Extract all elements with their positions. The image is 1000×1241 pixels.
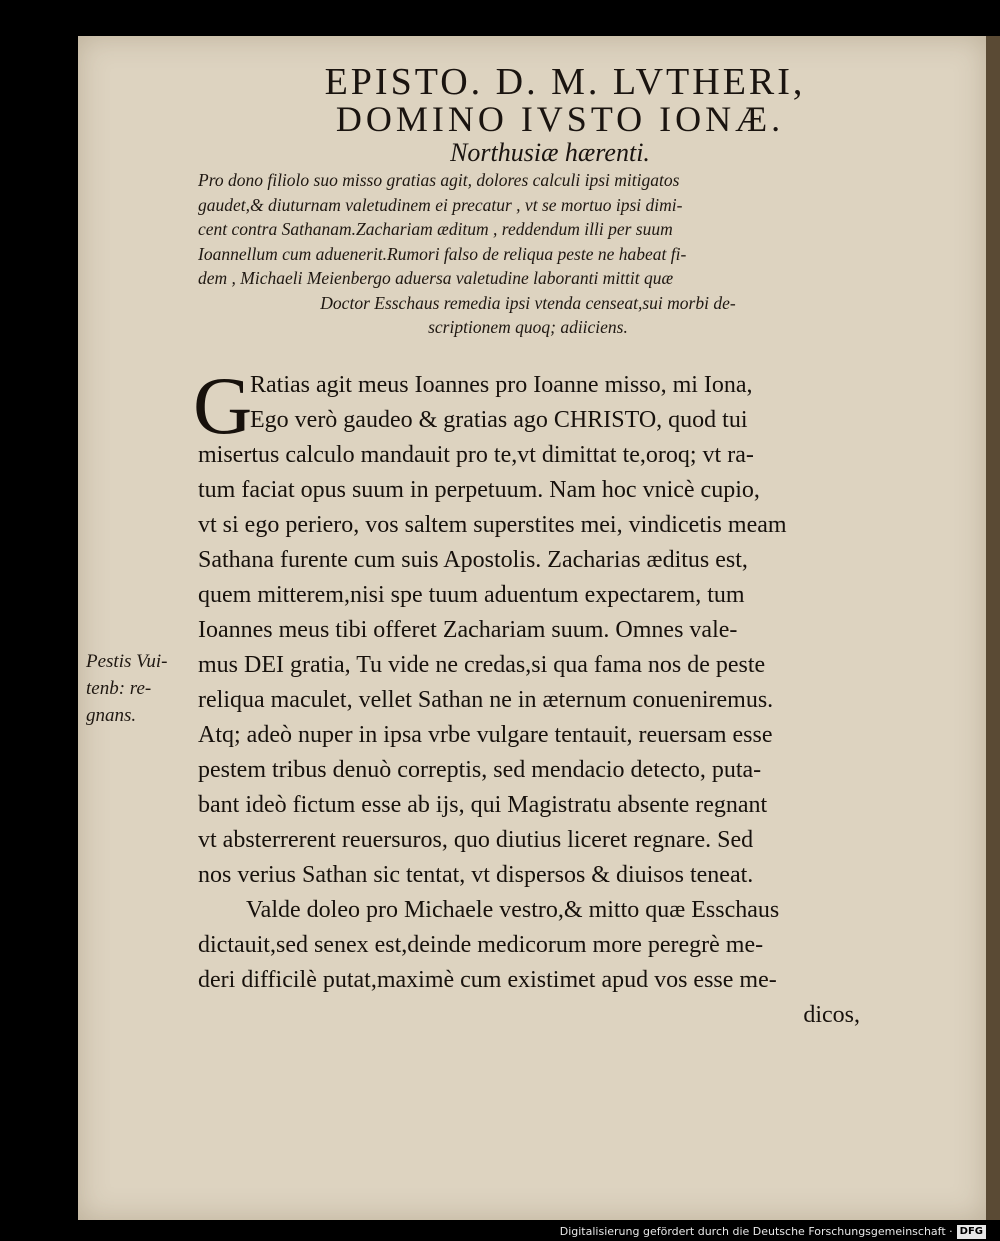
summary-line: cent contra Sathanam.Zachariam æditum , reddendum illi per suum (198, 219, 673, 239)
body-line: Ratias agit meus Ioannes pro Ioanne misso, mi Iona, (250, 372, 753, 398)
body-line: vt absterrerent reuersuros, quo diutius liceret regnare. Sed (198, 827, 754, 853)
dfg-logo-icon: DFG (957, 1225, 986, 1239)
summary-line: Pro dono filiolo suo misso gratias agit, dolores calculi ipsi mitigatos (198, 170, 680, 190)
summary-line: gaudet,& diuturnam valetudinem ei precatur , vt se mortuo ipsi dimi- (198, 194, 683, 215)
summary-line: dem , Michaeli Meienbergo aduersa valetudine laboranti mittit quæ (198, 268, 674, 288)
body-line: reliqua maculet, vellet Sathan ne in æternum conueniremus. (198, 687, 774, 713)
body-line: Ioannes meus tibi offeret Zachariam suum. Omnes vale- (198, 617, 738, 643)
footer-credit: Digitalisierung gefördert durch die Deutsche Forschungsgemeinschaft · (559, 1225, 953, 1238)
summary-line: Doctor Esschaus remedia ipsi vtenda censeat,sui morbi de- (320, 292, 736, 313)
digitization-footer (0, 1223, 986, 1241)
letter-location: Northusiæ hærenti. (450, 138, 650, 167)
page-edge (986, 36, 1000, 1220)
margin-note-line: tenb: re- (86, 678, 152, 699)
letter-addressee: DOMINO IVSTO IONÆ. (335, 99, 785, 139)
body-line: Sathana furente cum suis Apostolis. Zacharias æditus est, (198, 547, 748, 573)
summary-line: Ioannellum cum aduenerit.Rumori falso de reliqua peste ne habeat fi- (198, 243, 687, 264)
body-line: quem mitterem,nisi spe tuum aduentum expectarem, tum (198, 582, 745, 608)
letter-body (198, 368, 860, 1033)
letter-summary (198, 168, 858, 340)
summary-line: scriptionem quoq; adiiciens. (428, 317, 628, 337)
body-line: nos verius Sathan sic tentat, vt dispersos & diuisos teneat. (198, 862, 754, 888)
body-line: misertus calculo mandauit pro te,vt dimittat te,oroq; vt ra- (198, 442, 754, 468)
body-line: deri difficilè putat,maximè cum existimet apud vos esse me- (198, 967, 777, 993)
body-line: vt si ego periero, vos saltem superstites mei, vindicetis meam (198, 512, 787, 538)
body-line: tum faciat opus suum in perpetuum. Nam hoc vnicè cupio, (198, 477, 760, 503)
body-line: pestem tribus denuò correptis, sed mendacio detecto, puta- (198, 757, 762, 783)
margin-note-line: gnans. (86, 705, 137, 726)
drop-cap: G (193, 360, 253, 451)
margin-note (86, 648, 186, 729)
margin-note-line: Pestis Vui- (86, 651, 168, 672)
letter-title: EPISTO. D. M. LVTHERI, (324, 61, 806, 103)
body-line: mus DEI gratia, Tu vide ne credas,si qua fama nos de peste (198, 652, 766, 678)
body-line: Atq; adeò nuper in ipsa vrbe vulgare tentauit, reuersam esse (198, 722, 773, 748)
body-line: Valde doleo pro Michaele vestro,& mitto quæ Esschaus (246, 897, 780, 923)
body-line: dictauit,sed senex est,deinde medicorum more peregrè me- (198, 932, 764, 958)
body-line: bant ideò fictum esse ab ijs, qui Magistratu absente regnant (198, 792, 768, 818)
catchword: dicos, (803, 1002, 860, 1028)
body-line: Ego verò gaudeo & gratias ago CHRISTO, quod tui (250, 407, 748, 433)
